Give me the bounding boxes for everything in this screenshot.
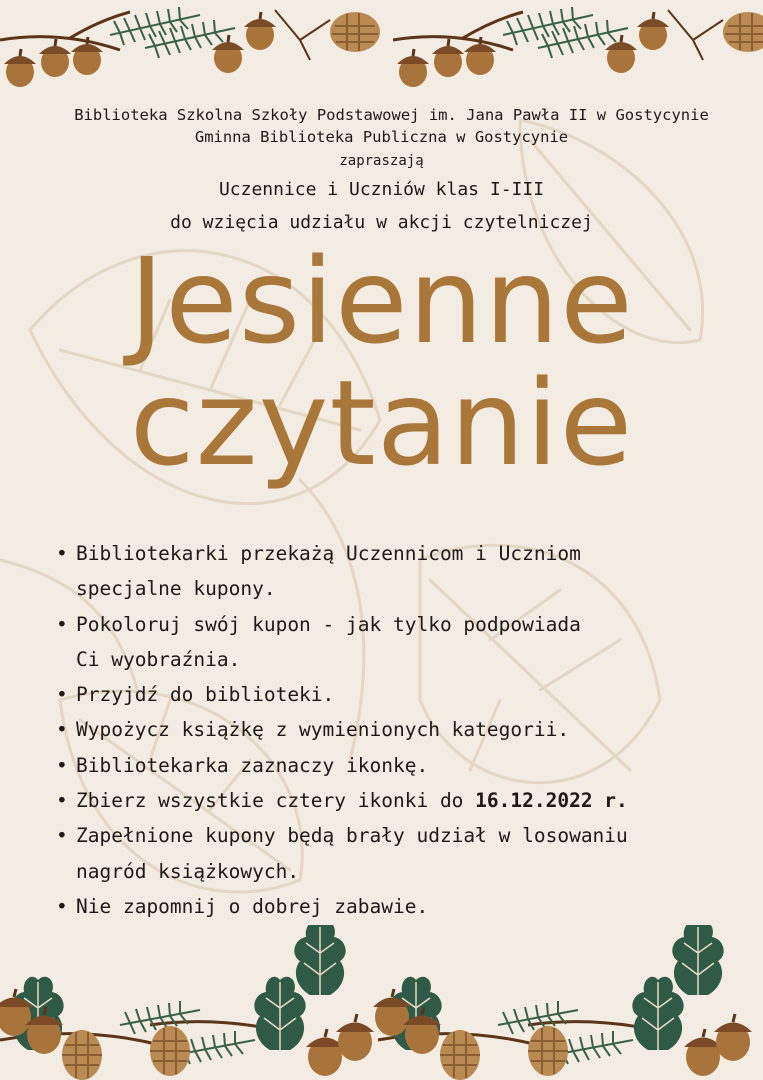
list-item-text: Nie zapomnij o dobrej zabawie. [76, 894, 429, 918]
list-item-continuation: nagród książkowych. [76, 859, 300, 883]
list-item [54, 536, 744, 607]
list-item-text: Pokoloruj swój kupon - jak tylko podpowiada [76, 612, 581, 636]
top-acorn-garland [0, 0, 763, 100]
title-line1: Jesienne [129, 232, 634, 370]
rules-list [54, 536, 744, 924]
list-item [54, 783, 744, 818]
list-item [54, 712, 744, 747]
header-line4: Uczennice i Uczniów klas I-III [218, 179, 545, 200]
list-item [54, 607, 744, 678]
header-line5: do wzięcia udziału w akcji czytelniczej [170, 212, 593, 233]
list-item [54, 748, 744, 783]
page-title [0, 232, 763, 492]
list-item-text: Przyjdź do biblioteki. [76, 683, 335, 707]
list-item-continuation: Ci wyobraźnia. [76, 647, 241, 671]
list-item-text: Bibliotekarki przekażą Uczennicom i Uczniom [76, 542, 581, 565]
list-item [54, 677, 744, 712]
header [0, 104, 763, 239]
list-item [54, 818, 744, 889]
list-item-text: Zbierz wszystkie cztery ikonki do [76, 789, 476, 813]
list-item-text: Bibliotekarka zaznaczy ikonkę. [76, 753, 429, 777]
bottom-oak-garland [0, 925, 763, 1080]
list-item [54, 889, 744, 924]
header-line1: Biblioteka Szkolna Szkoły Podstawowej im. Jana Pawła II w Gostycynie [74, 106, 709, 124]
list-item-continuation: specjalne kupony. [76, 577, 276, 601]
list-item-text: Wypożycz książkę z wymienionych kategorii. [76, 718, 570, 742]
deadline-date: 16.12.2022 r. [475, 789, 628, 813]
list-item-text: Zapełnione kupony będą brały udział w losowaniu [76, 824, 628, 848]
header-line3: zapraszają [339, 153, 424, 169]
title-line2: czytanie [129, 354, 634, 492]
header-line2: Gminna Biblioteka Publiczna w Gostycynie [194, 128, 569, 146]
